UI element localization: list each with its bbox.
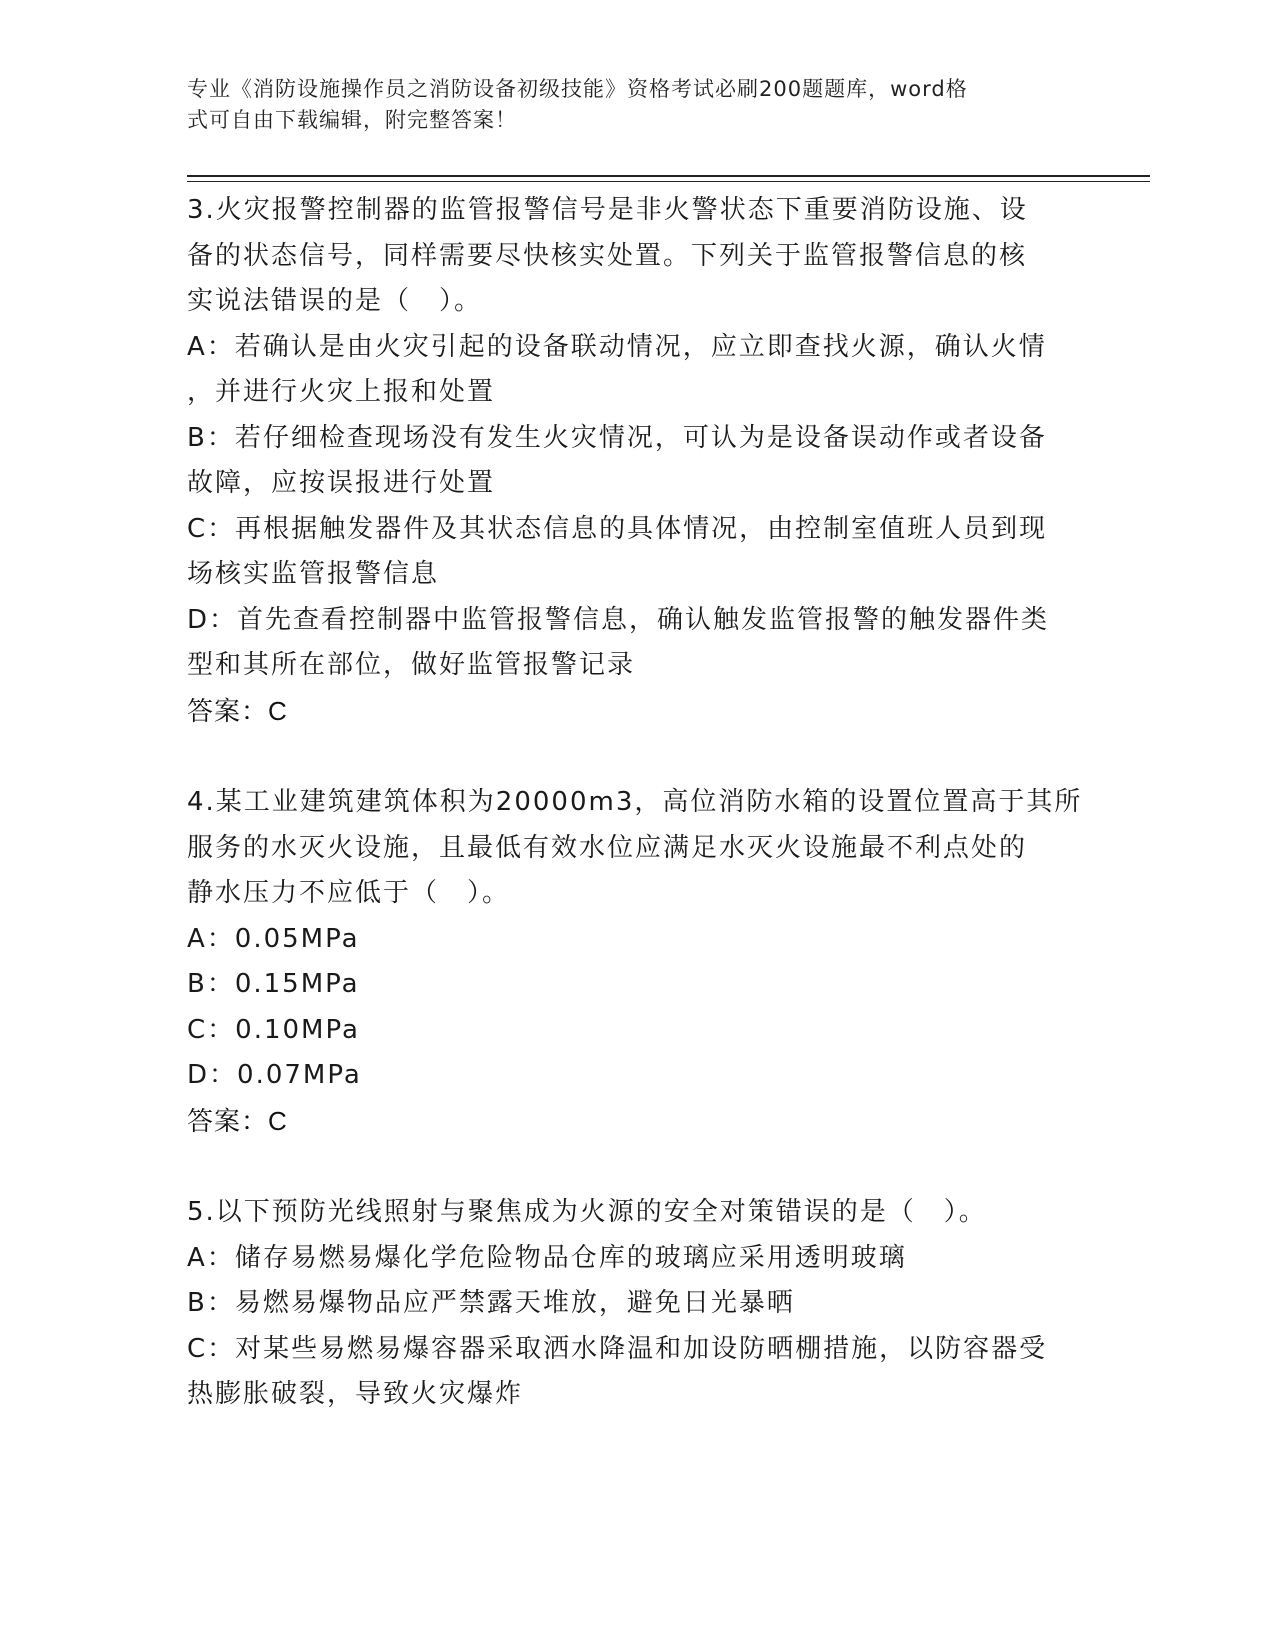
- question-3-answer: 答案：C: [187, 695, 288, 726]
- question-3-stem-line-3: 实说法错误的是（ ）。: [187, 286, 483, 316]
- header-divider-thick: [187, 175, 1150, 177]
- question-5-stem-line-1: 5.以下预防光线照射与聚焦成为火源的安全对策错误的是（ ）。: [187, 1197, 987, 1227]
- question-3-stem-line-2: 备的状态信号，同样需要尽快核实处置。下列关于监管报警信息的核: [187, 240, 1028, 271]
- question-4-answer: 答案：C: [187, 1105, 288, 1136]
- question-3-option-d-line-2: 型和其所在部位，做好监管报警记录: [187, 650, 636, 680]
- question-4-stem-line-2: 服务的水灭火设施，且最低有效水位应满足水灭火设施最不利点处的: [187, 832, 1028, 863]
- question-3-option-c-line-2: 场核实监管报警信息: [187, 559, 440, 589]
- question-block-5: [187, 1190, 1087, 1418]
- question-block-3: [187, 188, 1087, 734]
- question-list: [187, 188, 1087, 1418]
- question-5-option-b: B：易燃易爆物品应严禁露天堆放，避免日光暴晒: [187, 1288, 795, 1318]
- header-line-2: 式可自由下载编辑，附完整答案！: [187, 108, 517, 132]
- question-block-4: [187, 780, 1087, 1144]
- header-divider-thin: [187, 181, 1150, 182]
- question-3-option-c-line-1: C：再根据触发器件及其状态信息的具体情况，由控制室值班人员到现: [187, 513, 1048, 544]
- question-4-stem-line-1: 4.某工业建筑建筑体积为20000m3，高位消防水箱的设置位置高于其所: [187, 787, 1083, 817]
- question-spacer: [187, 734, 1087, 780]
- question-5-option-c-line-1: C：对某些易燃易爆容器采取洒水降温和加设防晒棚措施，以防容器受: [187, 1333, 1048, 1364]
- question-4-option-b: B：0.15MPa: [187, 969, 360, 999]
- question-3-option-b-line-2: 故障，应按误报进行处置: [187, 468, 496, 498]
- question-3-option-b-line-1: B：若仔细检查现场没有发生火灾情况，可认为是设备误动作或者设备: [187, 422, 1047, 453]
- question-5-option-a: A：储存易燃易爆化学危险物品仓库的玻璃应采用透明玻璃: [187, 1242, 907, 1273]
- question-4-option-c: C：0.10MPa: [187, 1014, 360, 1045]
- header-line-1: 专业《消防设施操作员之消防设备初级技能》资格考试必刷200题题库，word格: [187, 77, 968, 101]
- question-5-option-c-line-2: 热膨胀破裂，导致火灾爆炸: [187, 1379, 524, 1409]
- question-3-option-d-line-1: D：首先查看控制器中监管报警信息，确认触发监管报警的触发器件类: [187, 604, 1050, 635]
- question-4-option-a: A：0.05MPa: [187, 923, 360, 954]
- question-4-stem-line-3: 静水压力不应低于（ ）。: [187, 878, 511, 908]
- document-header: [187, 74, 1067, 136]
- question-3-stem-line-1: 3.火灾报警控制器的监管报警信号是非火警状态下重要消防设施、设: [187, 195, 1028, 225]
- question-4-option-d: D：0.07MPa: [187, 1060, 362, 1090]
- question-3-option-a-line-1: A：若确认是由火灾引起的设备联动情况，应立即查找火源，确认火情: [187, 331, 1047, 362]
- question-3-option-a-line-2: ，并进行火灾上报和处置: [187, 377, 496, 407]
- question-spacer: [187, 1144, 1087, 1190]
